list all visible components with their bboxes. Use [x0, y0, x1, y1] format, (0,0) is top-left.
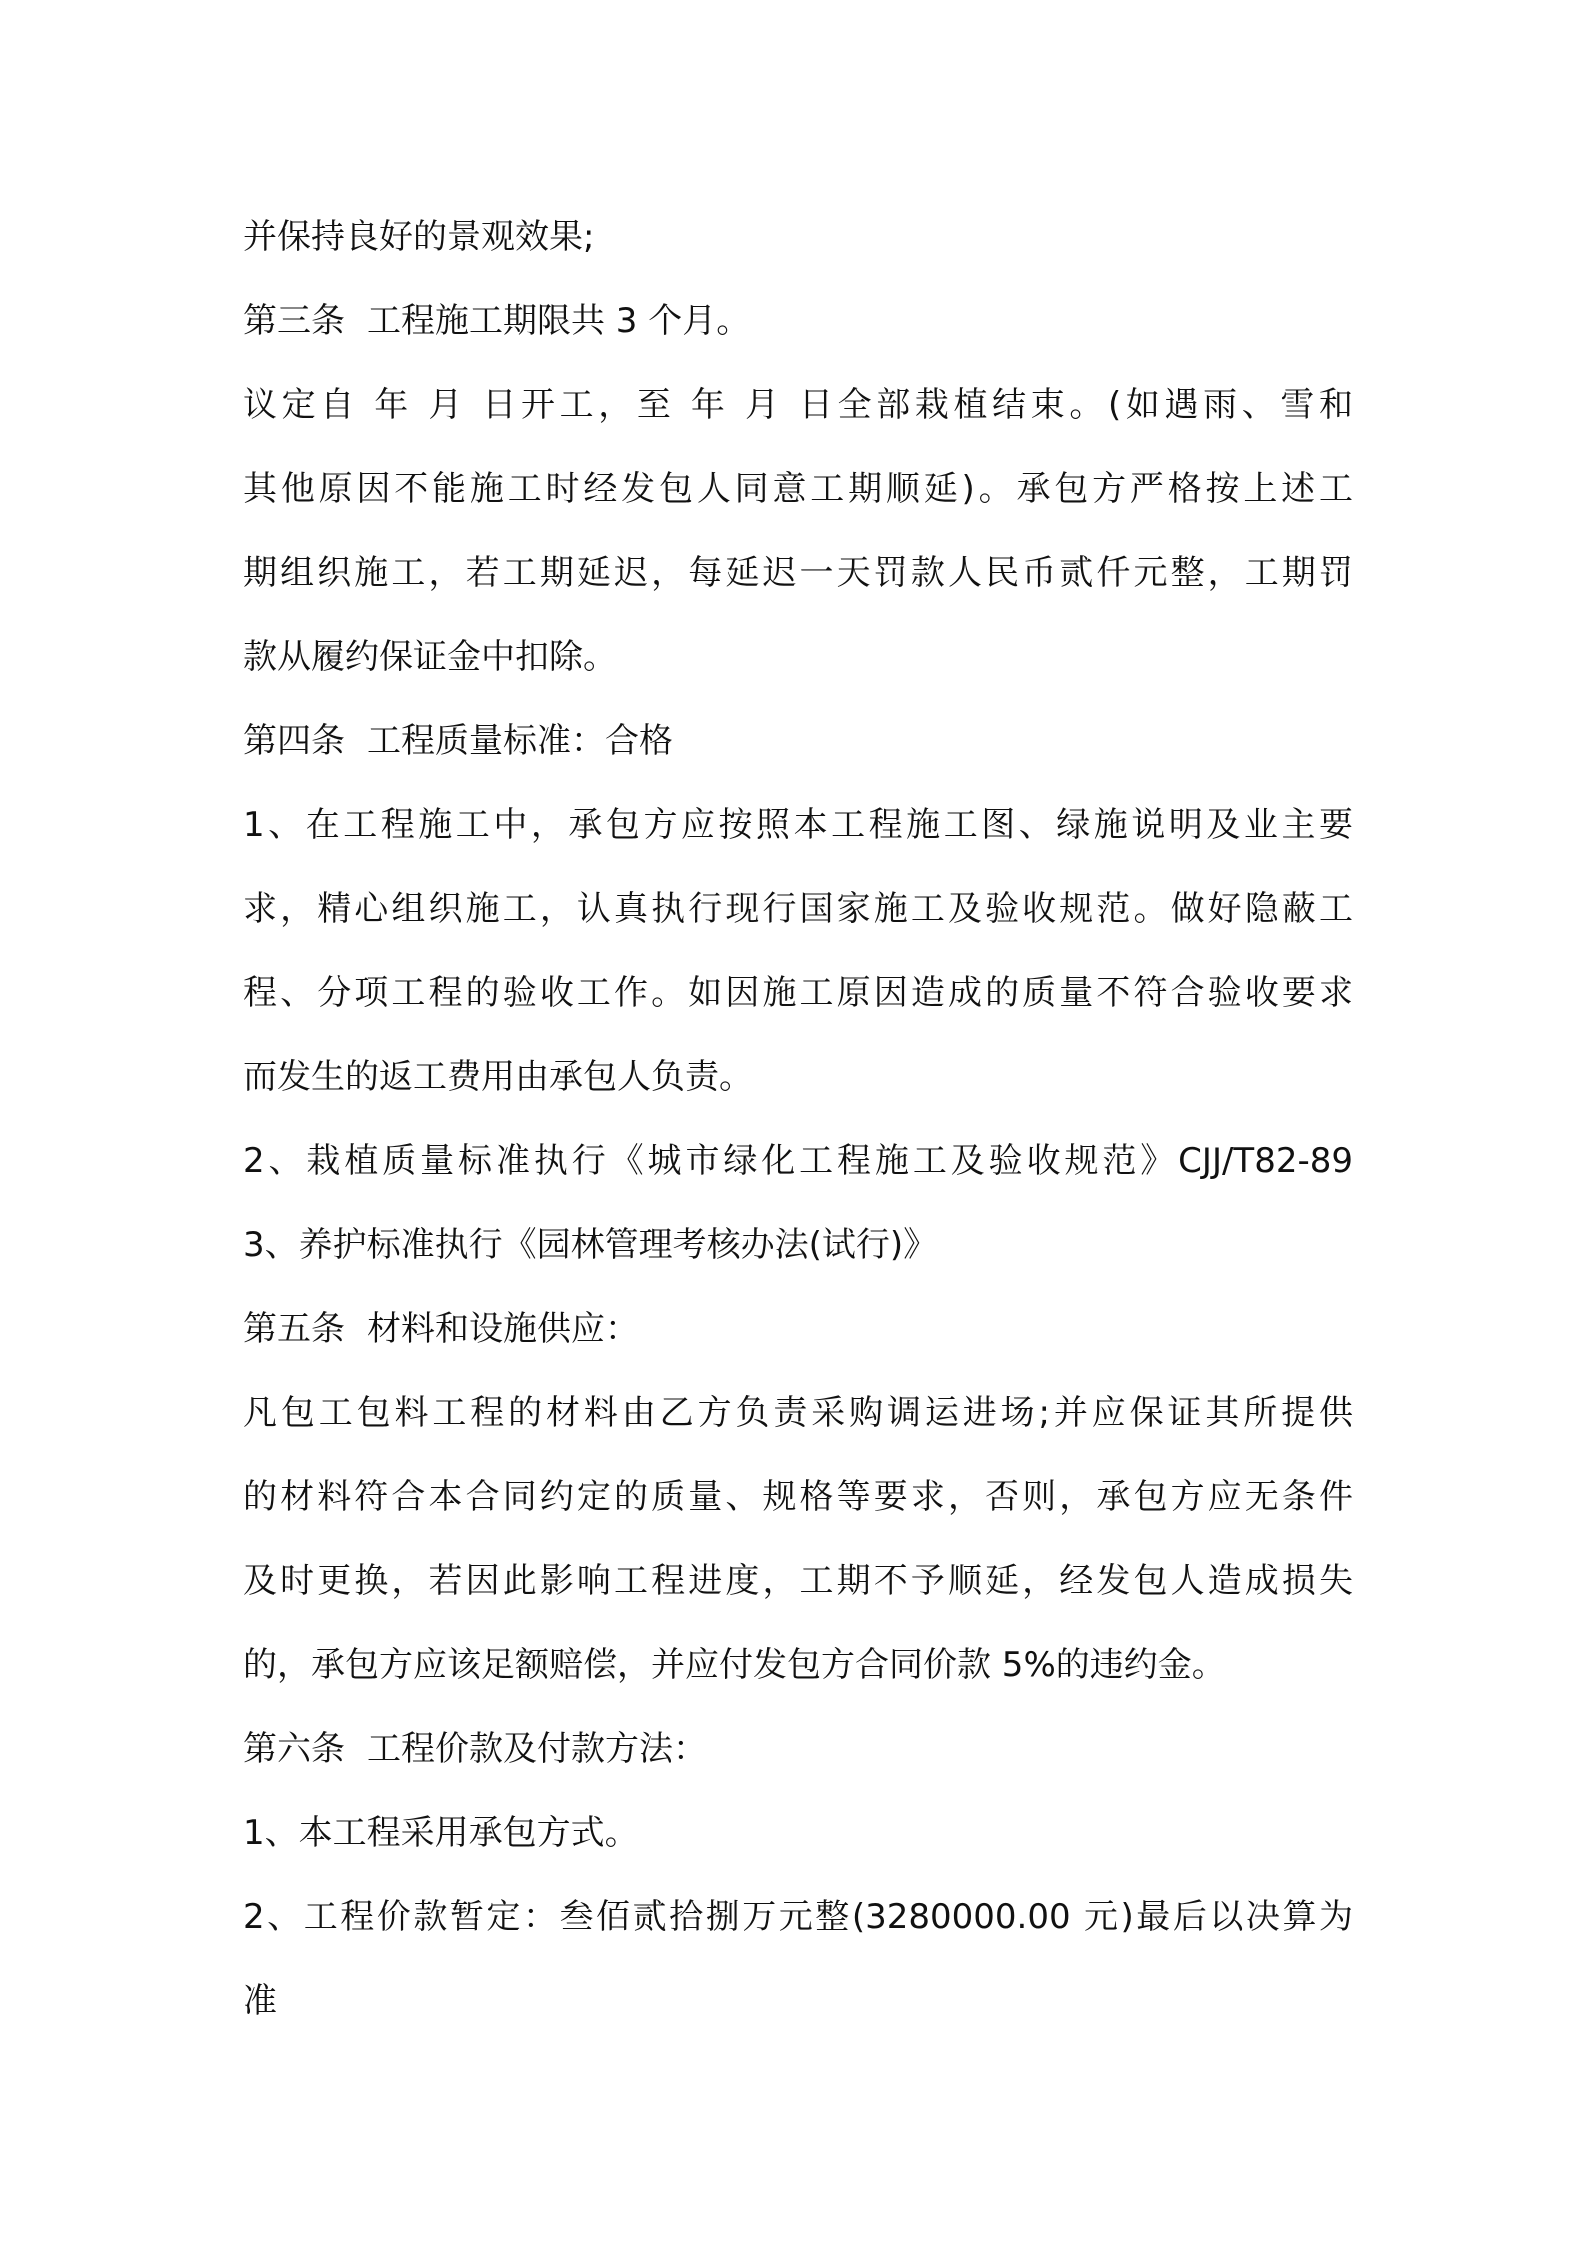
paragraph-line: 3、养护标准执行《园林管理考核办法(试行)》 [243, 1225, 938, 1265]
paragraph-line: 求，精心组织施工，认真执行现行国家施工及验收规范。做好隐蔽工 [243, 889, 1353, 929]
paragraph-line: 期组织施工，若工期延迟，每延迟一天罚款人民币贰仟元整，工期罚 [243, 553, 1353, 593]
article-heading-5 [243, 1287, 1353, 1371]
paragraph-line: 准 [243, 1981, 277, 2021]
article-heading-3 [243, 279, 1353, 363]
article-number: 第五条 [243, 1309, 345, 1349]
article-number: 第三条 [243, 301, 345, 341]
article-title: 材料和设施供应： [367, 1309, 639, 1349]
paragraph-line: 2、工程价款暂定：叁佰贰拾捌万元整(3280000.00 元)最后以决算为 [243, 1897, 1353, 1937]
paragraph-line: 1、在工程施工中，承包方应按照本工程施工图、绿施说明及业主要 [243, 805, 1353, 845]
article-title: 工程质量标准：合格 [367, 721, 673, 761]
paragraph-line: 凡包工包料工程的材料由乙方负责采购调运进场;并应保证其所提供 [243, 1393, 1353, 1433]
paragraph-line: 并保持良好的景观效果; [243, 217, 595, 257]
article-title: 工程施工期限共 3 个月。 [367, 301, 751, 341]
document-body [243, 195, 1353, 2043]
article-heading-4 [243, 699, 1353, 783]
paragraph-line: 的，承包方应该足额赔偿，并应付发包方合同价款 5%的违约金。 [243, 1645, 1226, 1685]
paragraph-line: 及时更换，若因此影响工程进度，工期不予顺延，经发包人造成损失 [243, 1561, 1353, 1601]
paragraph-line: 而发生的返工费用由承包人负责。 [243, 1057, 753, 1097]
article-number: 第四条 [243, 721, 345, 761]
paragraph-line: 议定自 年 月 日开工，至 年 月 日全部栽植结束。(如遇雨、雪和 [243, 385, 1353, 425]
article-number: 第六条 [243, 1729, 345, 1769]
paragraph-line: 其他原因不能施工时经发包人同意工期顺延)。承包方严格按上述工 [243, 469, 1353, 509]
paragraph-line: 款从履约保证金中扣除。 [243, 637, 617, 677]
paragraph-line: 1、本工程采用承包方式。 [243, 1813, 639, 1853]
article-title: 工程价款及付款方法： [367, 1729, 707, 1769]
paragraph-line: 程、分项工程的验收工作。如因施工原因造成的质量不符合验收要求 [243, 973, 1353, 1013]
paragraph-line: 2、栽植质量标准执行《城市绿化工程施工及验收规范》CJJ/T82-89 [243, 1141, 1353, 1181]
article-heading-6 [243, 1707, 1353, 1791]
paragraph-line: 的材料符合本合同约定的质量、规格等要求，否则，承包方应无条件 [243, 1477, 1353, 1517]
